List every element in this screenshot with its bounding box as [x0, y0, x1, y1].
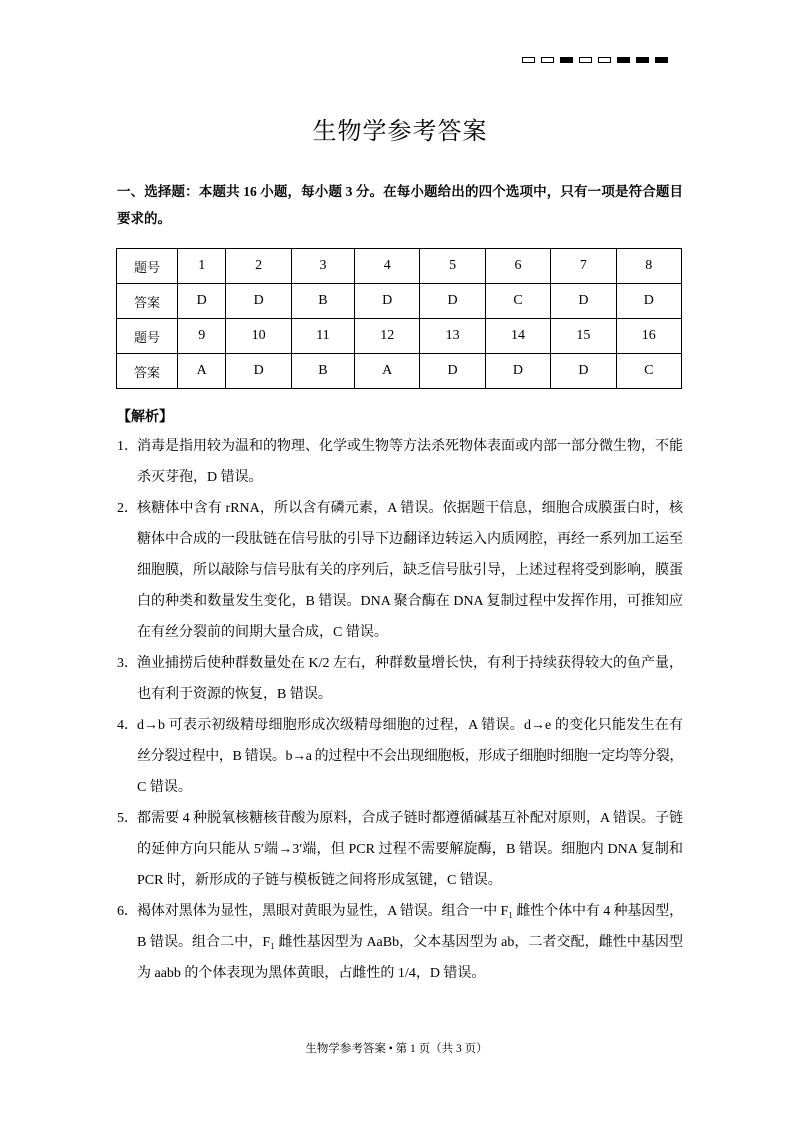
- table-cell: D: [355, 284, 420, 319]
- item-number: 3．: [117, 656, 138, 671]
- table-cell: D: [178, 284, 226, 319]
- explanations: [117, 431, 683, 989]
- explanation-item: [117, 493, 683, 648]
- explanation-line: [117, 617, 683, 648]
- explanation-line: [117, 958, 683, 989]
- table-cell: A: [355, 354, 420, 389]
- table-cell: D: [420, 284, 485, 319]
- item-number: 6．: [117, 904, 138, 919]
- table-cell: D: [420, 354, 485, 389]
- table-cell: D: [551, 354, 616, 389]
- table-row: [117, 249, 682, 284]
- explanation-line: [117, 803, 683, 834]
- explanation-line: [117, 648, 683, 679]
- line-text: 糖体中合成的一段肽链在信号肽的引导下边翻译边转运入内质网腔，再经一系列加工运至: [137, 532, 683, 547]
- table-cell: C: [616, 354, 681, 389]
- table-row: [117, 354, 682, 389]
- table-cell: 1: [178, 249, 226, 284]
- explanation-line: [117, 772, 683, 803]
- table-cell: D: [551, 284, 616, 319]
- explanation-line: [117, 555, 683, 586]
- explanation-line: [117, 927, 683, 958]
- registration-mark: [560, 57, 573, 63]
- item-number: 2．: [117, 501, 138, 516]
- page-footer: 生物学参考答案 • 第 1 页（共 3 页）: [305, 1043, 488, 1055]
- explanation-item: [117, 803, 683, 896]
- table-cell: 13: [420, 319, 485, 354]
- explanation-line: [117, 586, 683, 617]
- table-cell: B: [291, 354, 354, 389]
- line-text: PCR 时，新形成的子链与模板链之间将形成氢键，C 错误。: [137, 873, 502, 888]
- table-cell: D: [226, 284, 291, 319]
- explanation-line: [117, 710, 683, 741]
- section-heading: 一、选择题：本题共 16 小题，每小题 3 分。在每小题给出的四个选项中，只有一项是符合题目要求的。: [117, 184, 683, 226]
- table-cell: 14: [485, 319, 550, 354]
- table-cell: 16: [616, 319, 681, 354]
- explanation-line: [117, 493, 683, 524]
- line-text: 消毒是指用较为温和的物理、化学或生物等方法杀死物体表面或内部一部分微生物，不能: [137, 439, 683, 454]
- table-cell: 2: [226, 249, 291, 284]
- explanation-line: [117, 741, 683, 772]
- registration-mark: [522, 57, 535, 63]
- explanation-item: [117, 896, 683, 989]
- explanation-line: [117, 431, 683, 462]
- table-cell: 4: [355, 249, 420, 284]
- line-text: 褐体对黑体为显性，黑眼对黄眼为显性，A 错误。组合一中 F₁ 雌性个体中有 4 种基因型，: [137, 904, 683, 919]
- line-text: 在有丝分裂前的间期大量合成，C 错误。: [137, 625, 388, 640]
- line-text: d→b 可表示初级精母细胞形成次级精母细胞的过程，A 错误。d→e 的变化只能发生在有: [137, 718, 683, 733]
- registration-mark: [579, 57, 592, 63]
- line-text: 渔业捕捞后使种群数量处在 K/2 左右，种群数量增长快，有利于持续获得较大的鱼产量，: [137, 656, 683, 671]
- analysis-label: 【解析】: [117, 410, 173, 425]
- explanation-line: [117, 896, 683, 927]
- registration-mark: [636, 57, 649, 63]
- row-header: 答案: [117, 284, 178, 319]
- table-cell: B: [291, 284, 354, 319]
- table-cell: D: [226, 354, 291, 389]
- explanation-line: [117, 834, 683, 865]
- item-number: 1．: [117, 439, 138, 454]
- item-number: 5．: [117, 811, 138, 826]
- line-text: 核糖体中含有 rRNA，所以含有磷元素，A 错误。依据题干信息，细胞合成膜蛋白时，核: [137, 501, 683, 516]
- table-cell: A: [178, 354, 226, 389]
- explanation-line: [117, 865, 683, 896]
- corner-registration-marks: [522, 57, 668, 63]
- registration-mark: [617, 57, 630, 63]
- answer-table: [116, 248, 682, 389]
- table-cell: 15: [551, 319, 616, 354]
- line-text: 细胞膜，所以敲除与信号肽有关的序列后，缺乏信号肽引导，上述过程将受到影响，膜蛋: [137, 563, 683, 578]
- table-cell: D: [485, 354, 550, 389]
- line-text: 丝分裂过程中，B 错误。b→a 的过程中不会出现细胞板，形成子细胞时细胞一定均等分裂，: [137, 749, 683, 764]
- line-text: 白的种类和数量发生变化，B 错误。DNA 聚合酶在 DNA 复制过程中发挥作用，可推知应: [137, 594, 683, 609]
- row-header: 题号: [117, 249, 178, 284]
- registration-mark: [655, 57, 668, 63]
- table-row: [117, 284, 682, 319]
- line-text: 的延伸方向只能从 5′端→3′端，但 PCR 过程不需要解旋酶，B 错误。细胞内 DNA 复制和: [137, 842, 683, 857]
- row-header: 题号: [117, 319, 178, 354]
- explanation-line: [117, 524, 683, 555]
- table-cell: 5: [420, 249, 485, 284]
- explanation-item: [117, 648, 683, 710]
- registration-mark: [598, 57, 611, 63]
- page-title: 生物学参考答案: [312, 119, 488, 145]
- line-text: 为 aabb 的个体表现为黑体黄眼，占雌性的 1/4，D 错误。: [137, 966, 486, 981]
- table-row: [117, 319, 682, 354]
- row-header: 答案: [117, 354, 178, 389]
- registration-mark: [541, 57, 554, 63]
- line-text: 杀灭芽孢，D 错误。: [137, 470, 263, 485]
- line-text: C 错误。: [137, 780, 192, 795]
- table-cell: 10: [226, 319, 291, 354]
- line-text: 都需要 4 种脱氧核糖核苷酸为原料，合成子链时都遵循碱基互补配对原则，A 错误。子链: [137, 811, 683, 826]
- table-cell: 3: [291, 249, 354, 284]
- table-cell: 8: [616, 249, 681, 284]
- table-cell: 12: [355, 319, 420, 354]
- item-number: 4．: [117, 718, 138, 733]
- explanation-line: [117, 679, 683, 710]
- explanation-item: [117, 431, 683, 493]
- table-cell: 6: [485, 249, 550, 284]
- explanation-item: [117, 710, 683, 803]
- line-text: 也有利于资源的恢复，B 错误。: [137, 687, 332, 702]
- table-cell: 7: [551, 249, 616, 284]
- table-cell: C: [485, 284, 550, 319]
- explanation-line: [117, 462, 683, 493]
- table-cell: D: [616, 284, 681, 319]
- table-cell: 11: [291, 319, 354, 354]
- line-text: B 错误。组合二中，F₁ 雌性基因型为 AaBb，父本基因型为 ab，二者交配，雌性中基因型: [137, 935, 683, 950]
- page-content: [117, 114, 683, 989]
- table-cell: 9: [178, 319, 226, 354]
